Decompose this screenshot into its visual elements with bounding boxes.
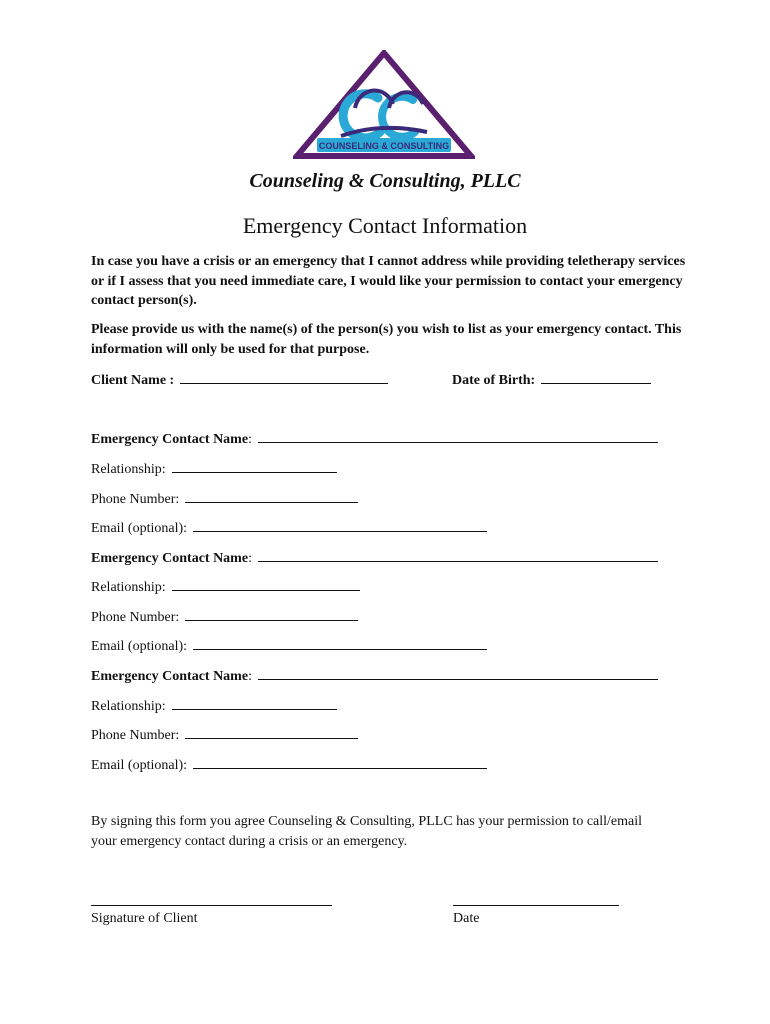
contact-2-name-row [91,547,658,567]
date-label: Date [453,911,480,926]
contact-2-email-row [91,635,487,655]
email-label: Email (optional): [91,758,188,773]
contact-1-email-row [91,517,487,537]
contact-2-name-field[interactable] [258,547,658,562]
colon: : [248,551,252,566]
client-name-field[interactable] [180,369,388,384]
signature-label: Signature of Client [91,911,198,926]
svg-text:COUNSELING & CONSULTING: COUNSELING & CONSULTING [318,141,450,151]
contact-1-email-field[interactable] [193,517,487,532]
contact-3-phone-row [91,724,358,744]
contact-2-phone-row [91,606,358,626]
contact-1-phone-row [91,488,358,508]
dob-field[interactable] [541,369,651,384]
contact-1-relationship-row [91,458,337,478]
phone-label: Phone Number: [91,492,180,507]
contact-3-name-field[interactable] [258,665,658,680]
email-label: Email (optional): [91,521,188,536]
dob-row [452,369,651,389]
colon: : [248,669,252,684]
contact-2-phone-field[interactable] [185,606,358,621]
contact-3-phone-field[interactable] [185,724,358,739]
contact-3-relationship-row [91,695,337,715]
relationship-label: Relationship: [91,699,166,714]
contact-2-relationship-row [91,576,360,596]
consent-paragraph: By signing this form you agree Counseling & Consulting, PLLC has your permission to call/email your emergency contact during a crisis or an emergency. [91,814,643,849]
relationship-label: Relationship: [91,462,166,477]
dob-label: Date of Birth: [452,373,536,388]
contact-name-label: Emergency Contact Name [91,669,249,684]
signature-date-field[interactable] [453,905,619,906]
relationship-label: Relationship: [91,580,166,595]
contact-1-name-field[interactable] [258,428,658,443]
client-name-label: Client Name : [91,373,175,388]
contact-name-label: Emergency Contact Name [91,432,249,447]
phone-label: Phone Number: [91,728,180,743]
client-name-row [91,369,388,389]
request-paragraph: Please provide us with the name(s) of the person(s) you wish to list as your emergency contact. This information will only be used for that purpose. [91,322,682,357]
contact-name-label: Emergency Contact Name [91,551,249,566]
contact-2-email-field[interactable] [193,635,487,650]
page-title: Emergency Contact Information [242,213,528,238]
contact-3-relationship-field[interactable] [172,695,337,710]
contact-2-relationship-field[interactable] [172,576,360,591]
intro-paragraph: In case you have a crisis or an emergency that I cannot address while providing teletherapy services or if I assess that you need immediate care, I would like your permission to contact your emergency contact person(s). [91,254,686,308]
client-signature-field[interactable] [91,905,332,906]
contact-3-email-field[interactable] [193,754,487,769]
phone-label: Phone Number: [91,610,180,625]
company-logo [293,50,475,160]
contact-3-name-row [91,665,658,685]
contact-1-name-row [91,428,658,448]
contact-1-phone-field[interactable] [185,488,358,503]
contact-1-relationship-field[interactable] [172,458,337,473]
email-label: Email (optional): [91,639,188,654]
contact-3-email-row [91,754,487,774]
colon: : [248,432,252,447]
company-name: Counseling & Consulting, PLLC [249,170,521,192]
